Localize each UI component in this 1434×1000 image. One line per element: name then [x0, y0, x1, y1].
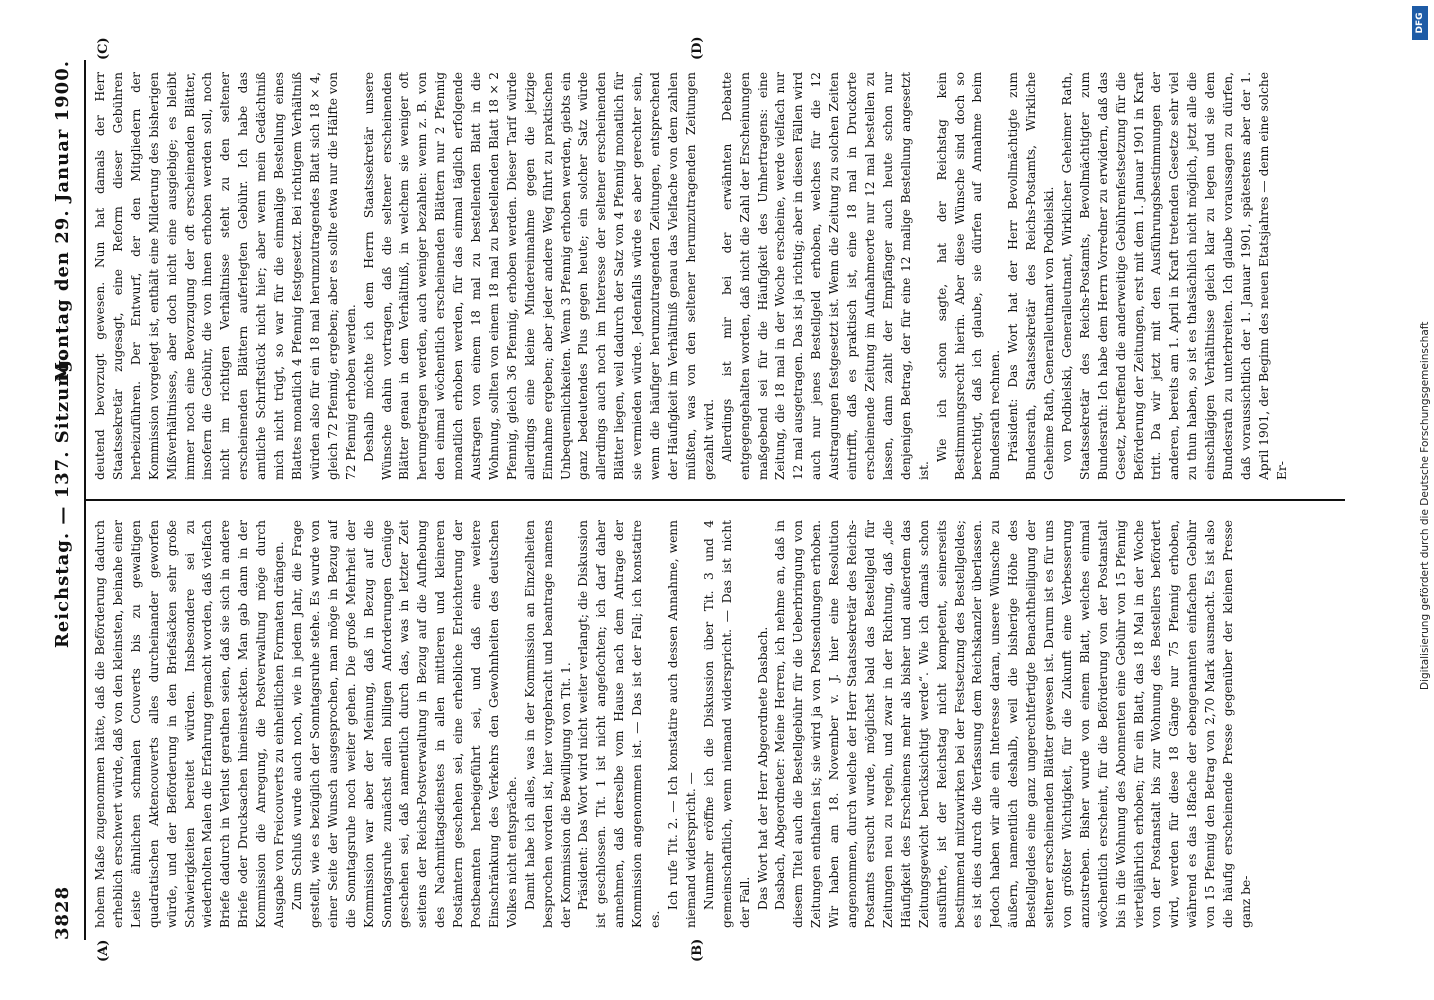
digitization-credit — [1410, 0, 1432, 1000]
running-title: Reichstag. — 137. Sitzung. — [52, 351, 73, 649]
paragraph: Allerdings ist mir bei der erwähnten Debatte entgegengehalten worden, daß nicht die Zahl der Erscheinungen maßgebend sei für die Häufigkeit des Umhertragens: eine Zeitung, die 18 mal in der Woche erscheine, werde vielfach nur 12 mal ausgetragen. Das ist ja richtig; aber in diesen Fällen wird auch nur jenes Bestellgeld erhoben, welches für die 12 Austragungen festgesetzt ist. Wenn die Zeitung zu solchen Zeiten eintrifft, daß es praktisch ist, eine 18 mal in Druckorte erscheinende Zeitung im Aufnahmeorte nur 12 mal bestellen zu lassen, dann zahlt der Empfänger auch heute schon nur denjenigen Betrag, der für eine 12 malige Bestellung angesetzt ist. — [719, 72, 931, 480]
left-column — [92, 520, 1345, 928]
paragraph: Nunmehr eröffne ich die Diskussion über Tit. 3 und 4 gemeinschaftlich, wenn niemand widerspricht. — Das ist nicht der Fall. — [701, 520, 752, 928]
paragraph: Präsident: Das Wort wird nicht weiter verlangt; die Diskussion ist geschlossen. Tit. 1 ist nicht angefochten; ich darf daher annehmen, daß derselbe vom Hause nach dem Antrage der Kommission angenommen ist. — Das ist der Fall; ich konstatire es. — [576, 520, 663, 928]
paragraph: Wie ich schon sagte, hat der Reichstag kein Bestimmungsrecht hierin. Aber diese Wünsche sind doch so berechtigt, daß ich glaube, sie dürfen auf Annahme beim Bundesrath rechnen. — [934, 72, 1003, 480]
paragraph: Dasbach, Abgeordneter: Meine Herren, ich nehme an, daß in diesem Titel auch die Bestellgebühr für die Ueberbringung von Zeitungen enthalten ist; sie wird ja von Postsendungen erhoben. Wir haben am 18. November v. J. hier eine Resolution angenommen, durch welche der Herr Staatssekretär des Reichs-Postamts ersucht wurde, möglichst bald das Bestellgeld für Zeitungen neu zu regeln, und zwar in der Richtung, daß „die Häufigkeit des Erscheinens mehr als bisher und außerdem das Zeitungsgewicht berücksichtigt werde“. Wie ich damals schon ausführte, ist der Reichstag nicht kompetent, seinerseits bestimmend mitzuwirken bei der Festsetzung des Bestellgeldes; es ist dies durch die Verfassung dem Reichskanzler überlassen. Jedoch haben wir alle ein Interesse daran, unsere Wünsche zu äußern, namentlich deshalb, weil die bisherige Höhe des Bestellgeldes eine ganz ungerechtfertigte Benachtheiligung der seltener erscheinenden Blätter gewesen ist. Darum ist es für uns von größter Wichtigkeit, für die Zukunft eine Verbesserung anzustreben. Bisher wurde von einem Blatt, welches einmal wöchentlich erscheint, für die Beförderung von der Postanstalt bis in die Wohnung des Abonnenten eine Gebühr von 15 Pfennig vierteljährlich erhoben; für ein Blatt, das 18 Mal in der Woche von der Postanstalt bis zur Wohnung des Bestellers befördert wird, werden für diese 18 Gänge nur 75 Pfennig erhoben, während es das 18fache der ebengenannten einfachen Gebühr von 15 Pfennig den Betrag von 2,70 Mark ausmacht. Es ist also die häufig erscheinende Presse gegenüber der kleinen Presse ganz be- — [773, 520, 1253, 928]
page-header — [48, 60, 78, 940]
column-rule — [84, 499, 1345, 501]
paragraph: Ich rufe Tit. 2. — Ich konstatire auch dessen Annahme, wenn niemand widerspricht. — — [666, 520, 698, 928]
paragraph: von Podbielski, Generalleutnant, Wirklicher Geheimer Rath, Staatssekretär des Reichs-Postamts, Bevollmächtigter zum Bundesrath: Ich habe dem Herrn Vorredner zu erwidern, daß das Gesetz, betreffend die anderweitige Gebührenfestsetzung für die Beförderung der Zeitungen, erst mit dem 1. Januar 1901 in Kraft tritt. Da wir jetzt mit den Ausführungsbestimmungen der anderen, bereits am 1. April in Kraft tretenden Gesetze sehr viel zu thun haben, so ist es thatsächlich nicht möglich, jetzt alle die einschlägigen Verhältnisse gleich klar zu legen und sie dem Bundesrath zu unterbreiten. Ich glaube voraussagen zu dürfen, daß voraussichtlich der 1. Januar 1901, spätestens aber der 1. April 1901, der Beginn des neuen Etatsjahres — denn eine solche Er- — [1059, 72, 1289, 480]
credit-text: Digitalisierung gefördert durch die Deutsche Forschungsgemeinschaft — [1419, 321, 1431, 690]
dfg-logo-text: DFG — [1415, 12, 1425, 34]
margin-mark-b: (B) — [690, 938, 705, 962]
margin-mark-a: (A) — [96, 939, 111, 962]
paragraph: Das Wort hat der Herr Abgeordnete Dasbach. — [755, 626, 770, 910]
margin-mark-d: (D) — [690, 36, 705, 60]
session-date: Montag den 29. Januar 1900. — [52, 60, 73, 382]
paragraph: Damit habe ich alles, was in der Kommission an Einzelheiten besprochen worden ist, hier vorgebracht und beantrage namens der Kommission die Bewilligung von Tit. 1. — [522, 520, 573, 928]
right-column — [92, 72, 1345, 480]
paragraph: deutend bevorzugt gewesen. Nun hat damals der Herr Staatssekretär zugesagt, eine Reform dieser Gebühren herbeizuführen. Der Entwurf, der den Mitgliedern der Kommission vorgelegt ist, enthält eine Milderung des bisherigen Mißverhältnisses, aber doch nicht eine ausgiebige; es bleibt immer noch eine Bevorzugung der oft erscheinenden Blätter, insofern die Gebühr, die von ihnen erhoben werden soll, noch nicht im richtigen Verhältnisse steht zu den seltener erscheinenden Blättern auferlegten Gebühr. Ich habe das amtliche Schriftstück nicht hier; aber wenn mein Gedächtniß mich nicht trügt, so war für die einmalige Bestellung eines Blattes monatlich 4 Pfennig festgesetzt. Bei richtigem Verhältniß würden also für ein 18 mal herumzutragendes Blatt sich 18 × 4, gleich 72 Pfennig, ergeben; aber es sollte etwa nur die Hälfte von 72 Pfennig erhoben werden. — [93, 72, 358, 480]
paragraph: Präsident: Das Wort hat der Herr Bevollmächtigte zum Bundesrath, Staatssekretär des Reichs-Postamts, Wirkliche Geheime Rath, Generalleutnant von Podbielski. — [1006, 72, 1057, 480]
paragraph: Zum Schluß wurde auch noch, wie in jedem Jahr, die Frage gestellt, wie es bezüglich der Sonntagsruhe stehe. Es wurde von einer Seite der Wunsch ausgesprochen, man möge in Bezug auf die Sonntagsruhe noch weiter gehen. Die große Mehrheit der Kommission war aber der Meinung, daß in Bezug auf die Sonntagsruhe zunächst allen billigen Anforderungen Genüge geschehen sei, daß namentlich durch das, was in letzter Zeit seitens der Reichs-Postverwaltung in Bezug auf die Aufhebung des Nachmittagsdienstes in allen mittleren und kleineren Postämtern geschehen sei, eine erhebliche Erleichterung der Postbeamten herbeigeführt sei, und daß eine weitere Einschränkung des Verkehrs den Gewohnheiten des deutschen Volkes nicht entspräche. — [289, 520, 519, 928]
margin-mark-c: (C) — [96, 37, 111, 60]
paragraph: Deshalb möchte ich dem Herrn Staatssekretär unsere Wünsche dahin vortragen, daß die seltener erscheinenden Blätter genau in dem Verhältniß, in welchem sie weniger oft herumgetragen werden, auch weniger bezahlen: wenn z. B. von den einmal wöchentlich erscheinenden Blättern nur 2 Pfennig monatlich erhoben werden, für das einmal täglich erfolgende Austragen von einem 18 mal zu bestellenden Blatt in die Wohnung, sollten von einem 18 mal zu bestellenden Blatt 18 × 2 Pfennig, gleich 36 Pfennig, erhoben werden. Dieser Tarif würde allerdings eine kleine Mindereinnahme gegen die jetzige Einnahme ergeben; aber jeder andere Weg führt zu praktischen Unbequemlichkeiten. Wenn 3 Pfennig erhoben werden, giebts ein ganz bedeutendes Plus gegen heute; ein solcher Satz würde allerdings auch noch im Interesse der seltener erscheinenden Blätter liegen, weil dadurch der Satz von 4 Pfennig monatlich für sie vermieden würde. Jedenfalls würde es aber gerechter sein, wenn die häufiger herumzutragenden Zeitungen, entsprechend der Häufigkeit im Verhältniß genau das Vielfache von dem zahlen müßten, was von den seltener herumzutragenden Zeitungen gezahlt wird. — [361, 72, 716, 480]
paragraph: hohem Maße zugenommen hätte, daß die Beförderung dadurch erheblich erschwert würde, daß von den kleinsten, beinahe einer Leiste ähnlichen schmalen Couverts bis zu gewaltigen quadratischen Aktencouverts alles durcheinander geworfen würde, und der Beförderung in den Briefsäcken sehr große Schwierigkeiten bereitet würden. Insbesondere sei zu wiederholten Malen die Erfahrung gemacht worden, daß vielfach Briefe dadurch in Verlust gerathen seien, daß sie sich in andere Briefe oder Drucksachen hineinsteckten. Man gab dann in der Kommission die Anregung, die Postverwaltung möge durch Ausgabe von Freicouverts zu einheitlichen Formaten drängen. — [93, 520, 287, 928]
page-number: 3828 — [52, 885, 73, 940]
